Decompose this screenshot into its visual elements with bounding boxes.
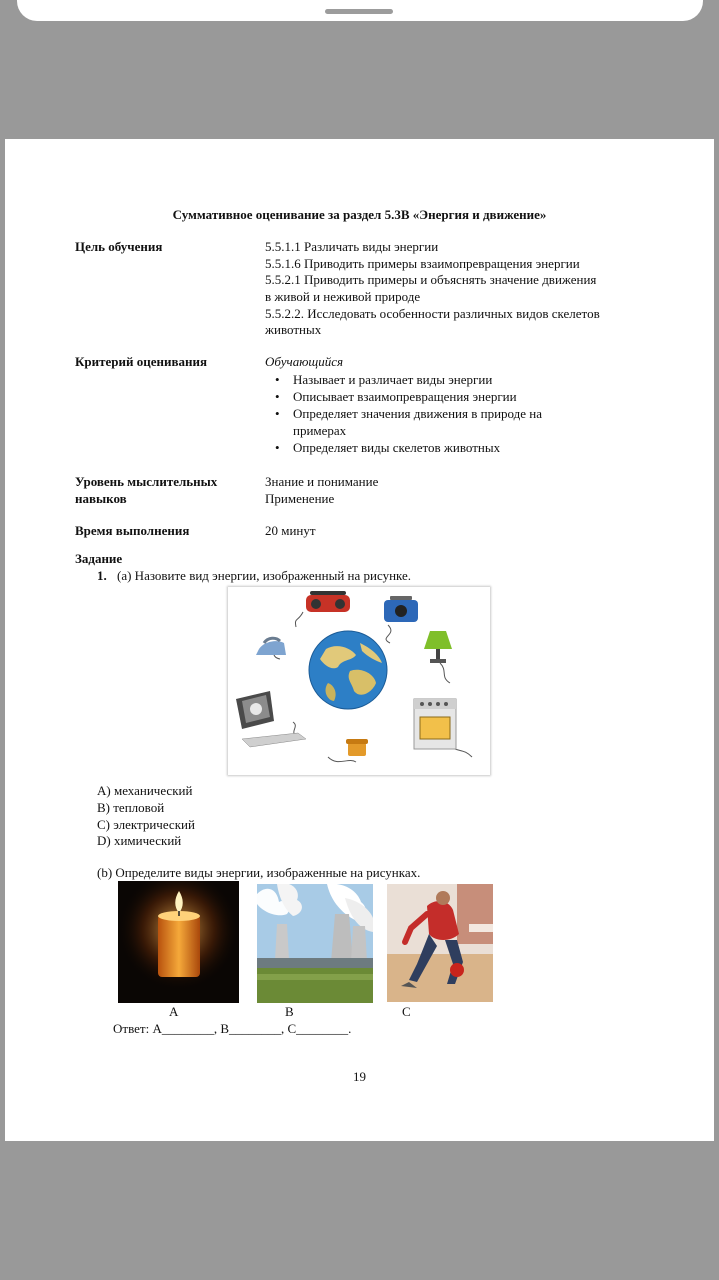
criteria-list <box>293 371 542 456</box>
criteria-item: • Определяет виды скелетов животных <box>293 439 542 456</box>
question-a: (a) Назовите вид энергии, изображенный на рисунке. <box>117 568 412 583</box>
goal-line: 5.5.2.2. Исследовать особенности различных видов скелетов <box>265 306 600 321</box>
photo-label-b: B <box>285 1004 294 1019</box>
goal-line: 5.5.1.6 Приводить примеры взаимопревращения энергии <box>265 256 580 271</box>
task-number: 1. <box>97 568 107 583</box>
option-c: C) электрический <box>97 817 195 832</box>
candle-photo <box>118 881 239 1003</box>
energy-illustration-graphic <box>228 587 490 775</box>
goal-line: 5.5.2.1 Приводить примеры и объяснять значение движения <box>265 272 597 287</box>
time-label: Время выполнения <box>75 523 190 538</box>
skills-value: Знание и понимание <box>265 474 379 489</box>
goal-line: животных <box>265 322 322 337</box>
task-heading: Задание <box>75 551 123 566</box>
goals-label: Цель обучения <box>75 239 163 254</box>
page-number: 19 <box>353 1069 366 1084</box>
option-a: A) механический <box>97 783 193 798</box>
sheet-drag-handle[interactable] <box>325 9 393 14</box>
top-sheet <box>17 0 703 21</box>
power-plant-photo <box>257 884 373 1003</box>
energy-illustration <box>228 587 490 775</box>
document-title: Суммативное оценивание за раздел 5.3В «Энергия и движение» <box>172 207 547 222</box>
goal-line: в живой и неживой природе <box>265 289 421 304</box>
bowling-photo <box>387 884 493 1002</box>
answer-line: Ответ: A________, B________, C________. <box>113 1021 352 1036</box>
skills-value: Применение <box>265 491 335 506</box>
criteria-item: • Определяет значения движения в природе на <box>293 405 542 422</box>
goal-line: 5.5.1.1 Различать виды энергии <box>265 239 439 254</box>
criteria-subject: Обучающийся <box>265 354 344 369</box>
power-plant-graphic <box>257 884 373 1003</box>
skills-label-cont: навыков <box>75 491 127 506</box>
time-value: 20 минут <box>265 523 316 538</box>
criteria-label: Критерий оценивания <box>75 354 208 369</box>
skills-label: Уровень мыслительных <box>75 474 218 489</box>
option-d: D) химический <box>97 833 182 848</box>
photo-label-c: C <box>402 1004 411 1019</box>
document-page <box>5 139 714 1141</box>
candle-graphic <box>118 881 239 1003</box>
criteria-item: • Описывает взаимопревращения энергии <box>293 388 542 405</box>
criteria-item-continuation: примерах <box>293 423 347 438</box>
photo-label-a: A <box>169 1004 179 1019</box>
question-b: (b) Определите виды энергии, изображенные на рисунках. <box>97 865 421 880</box>
criteria-item: • Называет и различает виды энергии <box>293 371 542 388</box>
option-b: B) тепловой <box>97 800 165 815</box>
bowling-graphic <box>387 884 493 1002</box>
